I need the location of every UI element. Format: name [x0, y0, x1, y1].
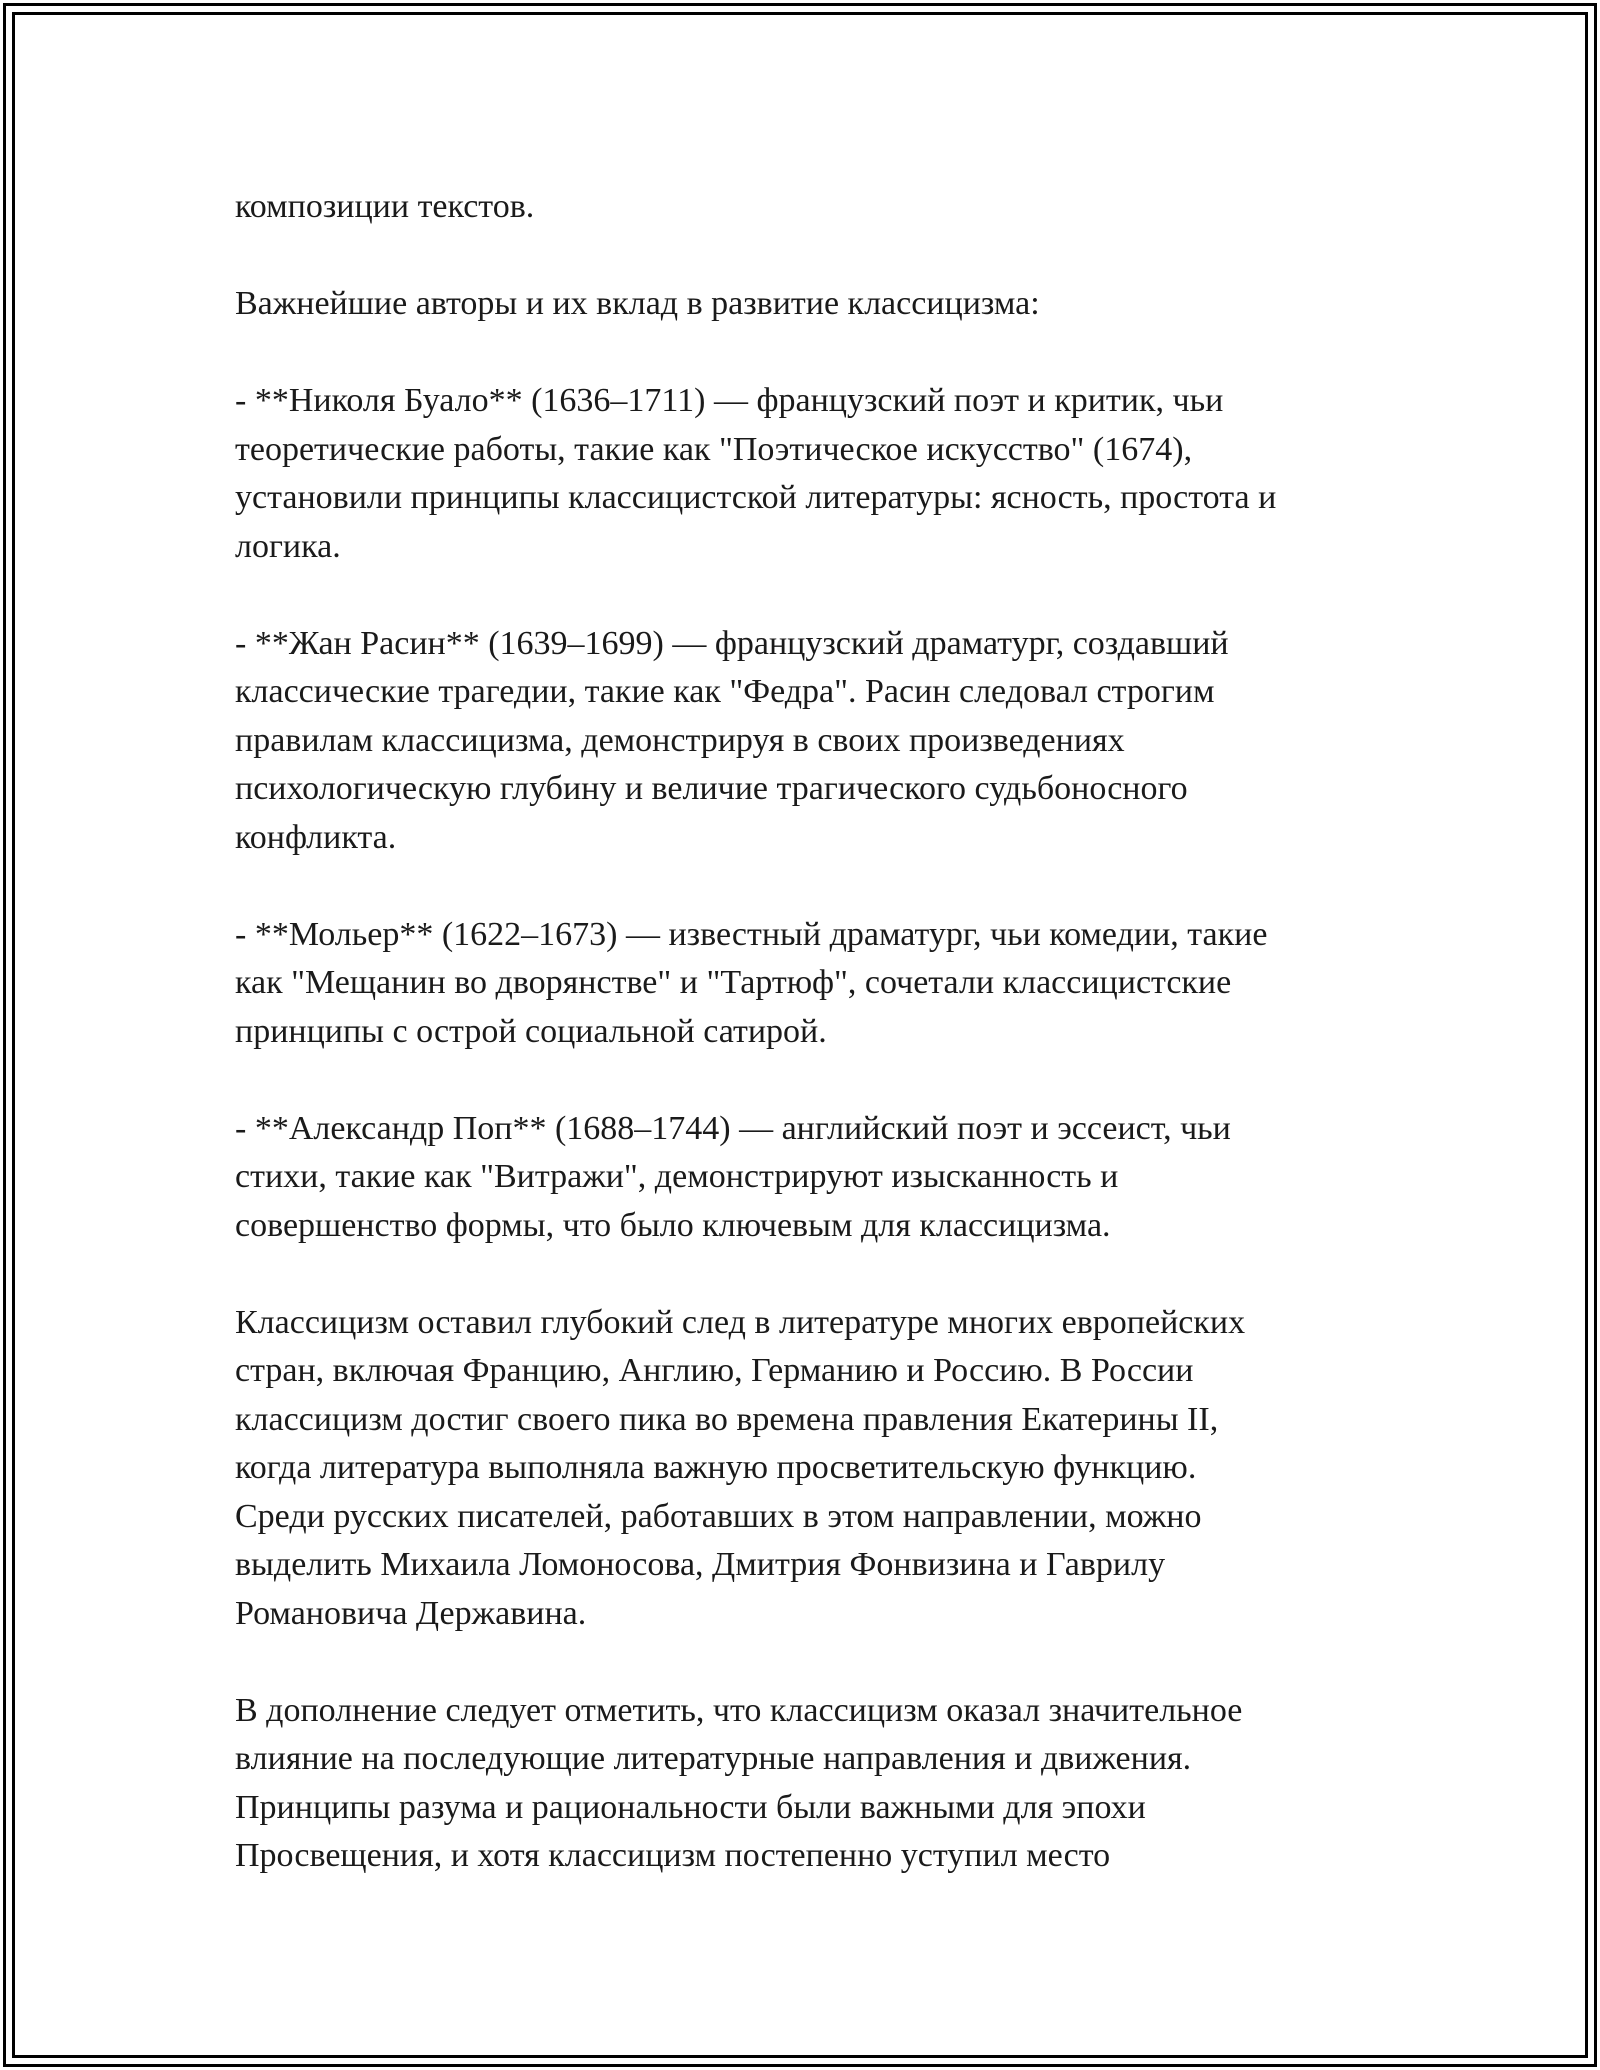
paragraph-authors-heading: Важнейшие авторы и их вклад в развитие классицизма: [235, 285, 1040, 322]
list-item-pope: - **Александр Поп** (1688–1744) — английский поэт и эссеист, чьи стихи, такие как "Витражи", демонстрируют изысканность и совершенство формы, что было ключевым для классицизма. [235, 1109, 1231, 1244]
document-body [235, 183, 1385, 1881]
paragraph-conclusion: В дополнение следует отметить, что классицизм оказал значительное влияние на последующие литературные направления и движения. Принципы разума и рациональности были важными для эпохи Просвещения, и хотя классицизм постепенно уступил место [235, 1691, 1243, 1874]
list-item-boileau: - **Николя Буало** (1636–1711) — французский поэт и критик, чьи теоретические работы, такие как "Поэтическое искусство" (1674), установили принципы классицистской литературы: ясность, простота и логика. [235, 382, 1277, 565]
list-item-racine: - **Жан Расин** (1639–1699) — французский драматург, создавший классические трагедии, такие как "Федра". Расин следовал строгим правилам классицизма, демонстрируя в своих произведениях психологическую глубину и величие трагического судьбоносного конфликта. [235, 624, 1229, 856]
paragraph-intro-fragment: композиции текстов. [235, 188, 535, 225]
paragraph-classicism-legacy: Классицизм оставил глубокий след в литературе многих европейских стран, включая Францию, Англию, Германию и Россию. В России классицизм достиг своего пика во времена правления Екатерины II, когда литература выполняла важную просветительскую функцию. Среди русских писателей, работавших в этом направлении, можно выделить Михаила Ломоносова, Дмитрия Фонвизина и Гаврилу Романовича Державина. [235, 1303, 1246, 1632]
list-item-moliere: - **Мольер** (1622–1673) — известный драматург, чьи комедии, такие как "Мещанин во дворянстве" и "Тартюф", сочетали классицистские принципы с острой социальной сатирой. [235, 915, 1268, 1050]
